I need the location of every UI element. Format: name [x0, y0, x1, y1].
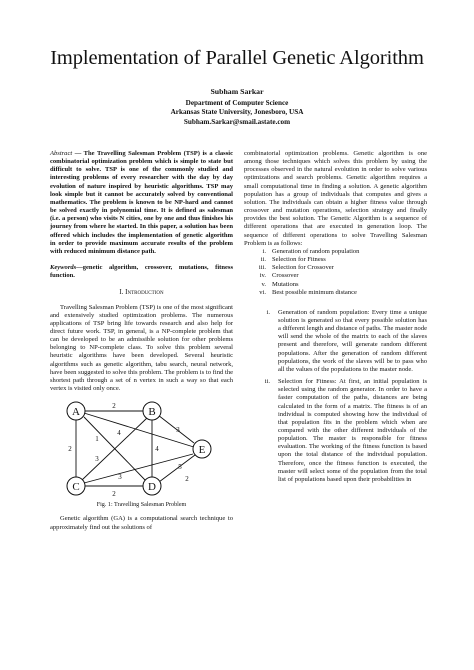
tsp-graph-figure	[62, 399, 222, 499]
node-label-d: D	[147, 481, 156, 494]
list-item: vi. Best possible minimum distance	[259, 288, 357, 296]
node-label-c: C	[71, 481, 80, 494]
edge-d-e	[159, 455, 195, 482]
left-column	[50, 150, 233, 532]
detail-text: Generation of random population: Every time a unique solution is generated so that every possible solution has a different length and distance of paths. The master node will send the whole of the matrix to each of the slaves present and therefore, will generate random different populations. After the generation of random different populations, the work of the slaves will be to pass who all the values of the populations to the master node.	[278, 308, 427, 373]
edge-label-cd: 2	[111, 490, 116, 499]
detail-item	[244, 309, 427, 374]
list-item: iv. Crossover	[259, 272, 299, 280]
detail-item	[244, 378, 427, 484]
author-affiliation: Arkansas State University, Jonesboro, USA	[170, 108, 304, 117]
abstract-lead: Abstract	[50, 150, 73, 157]
detail-num: ii.	[264, 378, 270, 386]
edge-label-bc: 1	[94, 435, 99, 444]
figure-caption: Fig. 1: Travelling Salesman Problem	[96, 502, 187, 509]
intro-paragraph-1: Travelling Salesman Problem (TSP) is one of the most significant and extensively studied optimization problems. The numerous applications of TSP bring life towards research and also help for direct future work. TSP, in general, is a NP-complete problem that can be developed to be an admissible solution for other problems belonging to NP-complete class. To solve this problem several heuristic algorithms have been developed. Several heuristic algorithms such as genetic algorithm, tabu search, neural network, have been suggested to solve this problem. The problem is to find the shortest path through a set of n vertex in such a way so that each vertex is visited only once.	[50, 303, 233, 393]
abstract-text: — The Travelling Salesman Problem (TSP) is a classic combinatorial optimization problem which is simple to state but difficult to solve. TSP is one of the commonly studied and interesting problems of every researcher with the day by day evolution of nature inspired by heuristic algorithms. TSP may look simple but it cannot be accurately solved by conventional mathematics. The problem is known to be NP-hard and cannot be solved exactly in polynomial time. It is defined as salesman (i.e. a person) who visits N cities, one by one and thus finishes his journey from where he started. In this paper, a solution has been offered which includes the implementation of genetic algorithm in order to provide maximum accurate results of the problem with reduced minimum distance path.	[50, 150, 233, 255]
section-number: I.	[119, 289, 126, 297]
author-email[interactable]: Subham.Sarkar@smail.astate.com	[183, 117, 291, 126]
node-label-b: B	[147, 406, 156, 419]
edge-label-ae: 3	[175, 426, 180, 435]
steps-detail	[244, 309, 427, 484]
list-item: iii. Selection for Crossover	[258, 264, 334, 272]
keywords-text: —genetic algorithm, crossover, mutations, fitness function.	[50, 264, 233, 280]
edge-label-ce: 5	[177, 463, 182, 472]
detail-text: Selection for Fitness: At first, an initial population is selected using the random generator. In order to have a faster computation of the paths, distances are being calculated in the form of a matrix. The fitness is of an individual is computed showing how the individual of that population fits in the problem which when are compared with the other different individuals of the population. The master is responsible for fitness evaluation. The working of the fitness function is based upon the total distance of the individual population. Therefore, once the fitness function is executed, the master will select some of the population from the total list of populations based upon their probabilities in	[278, 378, 427, 483]
intro-paragraph-2: Genetic algorithm (GA) is a computational search technique to approximately find out the solutions of	[50, 515, 233, 531]
keywords-lead: Keywords	[50, 264, 77, 272]
node-label-e: E	[198, 444, 205, 457]
author-department: Department of Computer Science	[185, 98, 289, 107]
edge-label-bd: 4	[154, 445, 159, 454]
edge-a-e	[84, 413, 197, 448]
edge-label-ab: 2	[111, 402, 116, 411]
abstract	[50, 150, 233, 256]
edge-label-de: 2	[184, 475, 189, 484]
list-item: ii. Selection for Fitness	[260, 256, 326, 264]
edge-label-cd-upper: 3	[117, 473, 122, 482]
author-block	[0, 87, 474, 127]
edge-label-ac: 2	[67, 445, 72, 454]
author-name: Subham Sarkar	[210, 87, 264, 96]
edge-label-ad: 4	[116, 429, 121, 438]
steps-list	[244, 248, 427, 297]
paper-title: Implementation of Parallel Genetic Algorithm	[50, 47, 424, 69]
section-heading	[50, 289, 233, 297]
node-label-a: A	[71, 406, 80, 419]
section-title: Introduction	[125, 289, 164, 297]
list-item: i. Generation of random population	[262, 247, 360, 255]
edge-b-c	[82, 418, 147, 480]
right-column	[244, 150, 427, 488]
keywords	[50, 264, 233, 280]
list-item: v. Mutations	[261, 280, 299, 288]
ga-paragraph: combinatorial optimization problems. Genetic algorithm is one among those techniques which solves this problem by using the processes observed in the natural evolution in order to solve various optimizations and search problems. Genetic algorithm requires a small computational time in finding a solution. A genetic algorithm population has a group of individuals that computes and gives a solution. The individuals can obtain a higher fitness value through crossover and mutation operations, selection strategy and finally provides the best solution. The Genetic Algorithm is a sequence of different operations that are executed in generation loop. The sequence of different operations to solve Travelling Salesman Problem is as follows:	[244, 150, 427, 247]
edge-label-cd-cross: 3	[94, 455, 99, 464]
detail-num: i.	[266, 308, 270, 316]
